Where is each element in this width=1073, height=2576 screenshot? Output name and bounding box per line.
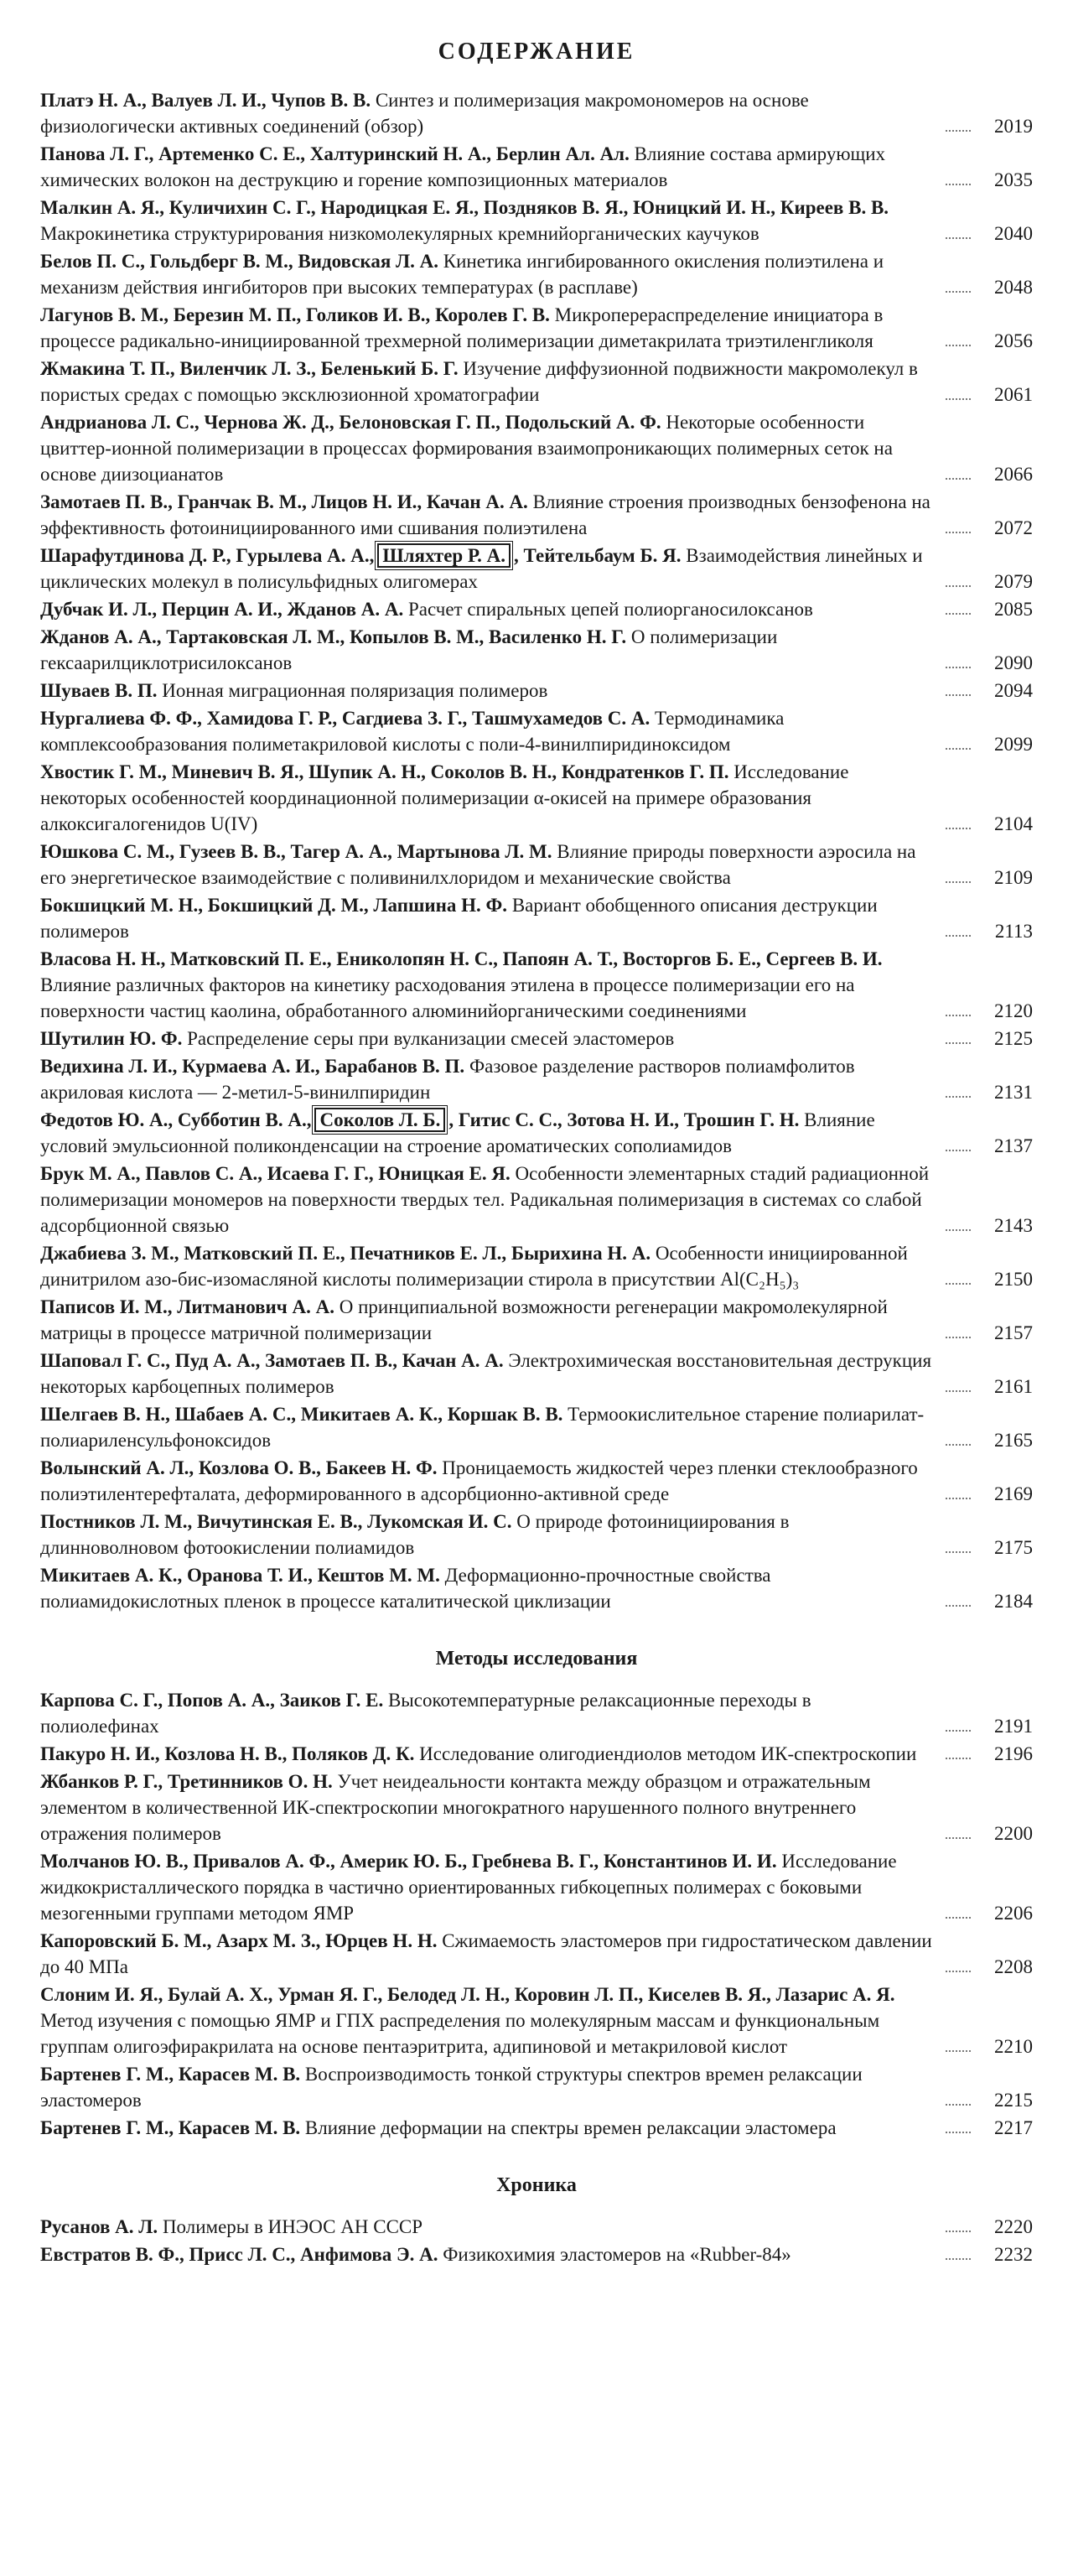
dot-leader (946, 291, 971, 293)
entry-authors: Жбанков Р. Г., Третинников О. Н. (40, 1771, 333, 1792)
entry-text (40, 1161, 946, 1239)
entry-authors: Джабиева З. М., Матковский П. Е., Печатников Е. Л., Бырихина Н. А. (40, 1243, 651, 1264)
entry-title: Термодинамика комплексообразования полиметакриловой кислоты с поли-4-винилпиридиноксидом (40, 708, 785, 755)
toc-entry (40, 195, 1033, 247)
entry-authors: Брук М. А., Павлов С. А., Исаева Г. Г., Юницкая Е. Я. (40, 1163, 511, 1184)
page-number: 2061 (994, 384, 1033, 405)
entry-authors: Шуваев В. П. (40, 680, 158, 701)
entry-authors: Нургалиева Ф. Ф., Хамидова Г. Р., Сагдиева З. Г., Ташмухамедов С. А. (40, 708, 651, 729)
toc-entry (40, 489, 1033, 541)
entry-title: Некоторые особенности цвиттер-ионной полимеризации в процессах формирования взаимопроникающих полимерных сеток на основе диизоцианатов (40, 412, 893, 485)
entry-title: Макрокинетика структурирования низкомолекулярных кремнийорганических каучуков (40, 223, 759, 244)
dot-leader (946, 130, 971, 132)
page-number: 2210 (994, 2036, 1033, 2057)
toc-entry (40, 678, 1033, 704)
entry-authors: Малкин А. Я., Куличихин С. Г., Народицкая Е. Я., Поздняков В. Я., Юницкий И. Н., Киреев В. В. (40, 197, 889, 218)
entry-title: Особенности элементарных стадий радиационной полимеризации мономеров на поверхности твердых тел. Радикальная полимеризация в системах со слабой адсорбционной связью (40, 1163, 930, 1236)
dot-leader (946, 2132, 971, 2133)
dot-leader (946, 345, 971, 346)
memorial-box-author: Соколов Л. Б. (314, 1108, 445, 1132)
entry-authors: Жданов А. А., Тартаковская Л. М., Копылов В. М., Василенко Н. Г. (40, 626, 627, 647)
entry-title: Физикохимия эластомеров на «Rubber-84» (443, 2244, 791, 2265)
entry-text (40, 489, 946, 541)
entry-title: Изучение диффузионной подвижности макромолекул в пористых средах с помощью эксклюзионной хроматографии (40, 358, 918, 405)
entry-text (40, 2115, 946, 2141)
dot-leader (946, 2231, 971, 2232)
entry-text (40, 1848, 946, 1926)
entry-authors: Шарафутдинова Д. Р., Гурылева А. А., (40, 545, 375, 566)
page-number: 2019 (994, 116, 1033, 137)
toc-entry (40, 2115, 1033, 2141)
dot-leader (946, 237, 971, 239)
entry-authors: Паписов И. М., Литманович А. А. (40, 1296, 334, 1317)
toc-entry (40, 409, 1033, 487)
page-number: 2113 (994, 921, 1033, 942)
toc-entry (40, 624, 1033, 676)
entry-text (40, 1928, 946, 1980)
entry-title: Исследование жидкокристаллического порядка в частично ориентированных гибкоцепных полимерах с боковыми мезогенными группами методом ЯМР (40, 1851, 897, 1924)
entry-authors: Лагунов В. М., Березин М. П., Голиков И. В., Королев Г. В. (40, 304, 550, 325)
memorial-box-author: Шляхтер Р. А. (377, 543, 511, 568)
entry-text (40, 839, 946, 891)
toc-entry (40, 2241, 1033, 2267)
page-number: 2137 (994, 1135, 1033, 1156)
chronicle-list (40, 2214, 1033, 2267)
entry-title: Взаимодействия линейных и циклических молекул в полисульфидных олигомерах (40, 545, 923, 592)
entry-authors: Молчанов Ю. В., Привалов А. Ф., Америк Ю. Б., Гребнева В. Г., Константинов И. И. (40, 1851, 777, 1872)
entry-title: Полимеры в ИНЭОС АН СССР (162, 2216, 423, 2237)
chronicle-section-title: Хроника (496, 2174, 577, 2196)
entry-text (40, 1455, 946, 1507)
page-number: 2175 (994, 1537, 1033, 1558)
page-number: 2094 (994, 680, 1033, 701)
entry-authors: Шелгаев В. Н., Шабаев А. С., Микитаев А. К., Коршак В. В. (40, 1404, 563, 1425)
entry-authors: Шаповал Г. С., Пуд А. А., Замотаев П. В., Качан А. А. (40, 1350, 504, 1371)
page-number: 2232 (994, 2244, 1033, 2265)
entry-title: Метод изучения с помощью ЯМР и ГПХ распределения по молекулярным массам и функциональным группам олигоэфиракрилата на основе пентаэритрита, адипиновой и метакриловой кислот (40, 2010, 880, 2057)
entry-text (40, 302, 946, 354)
toc-entry (40, 1509, 1033, 1561)
dot-leader (946, 1917, 971, 1919)
dot-leader (946, 398, 971, 400)
toc-entry (40, 1240, 1033, 1292)
dot-leader (946, 1390, 971, 1392)
entry-title: Вариант обобщенного описания деструкции полимеров (40, 895, 878, 942)
dot-leader (946, 1096, 971, 1098)
page-number: 2165 (994, 1430, 1033, 1451)
entry-text (40, 1562, 946, 1614)
entry-title: Высокотемпературные релаксационные переходы в полиолефинах (40, 1690, 811, 1737)
toc-entry (40, 1455, 1033, 1507)
entry-text (40, 2214, 946, 2240)
entry-title: Влияние различных факторов на кинетику расходования этилена в процессе полимеризации его на поверхности частиц каолина, обработанного алюминийорганическими соединениями (40, 974, 855, 1021)
dot-leader (946, 1837, 971, 1839)
entry-title: Учет неидеальности контакта между образцом и отражательным элементом в количественной ИК-спектроскопии многократного нарушенного полного внутреннего отражения полимеров (40, 1771, 871, 1844)
entry-authors: Ведихина Л. И., Курмаева А. И., Барабанов В. П. (40, 1056, 465, 1077)
entry-authors: Юшкова С. М., Гузеев В. В., Тагер А. А., Мартынова Л. М. (40, 841, 552, 862)
toc-entry (40, 1348, 1033, 1400)
entry-title: Проницаемость жидкостей через пленки стеклообразного полиэтилентерефталата, деформированного в адсорбционно-активной среде (40, 1457, 918, 1504)
dot-leader (946, 1283, 971, 1285)
toc-entry (40, 1294, 1033, 1346)
entry-text (40, 1026, 946, 1052)
entry-title: О принципиальной возможности регенерации макромолекулярной матрицы в процессе матричной полимеризации (40, 1296, 888, 1343)
entry-authors: Белов П. С., Гольдберг В. М., Видовская Л. А. (40, 251, 439, 272)
entry-authors: Бартенев Г. М., Карасев М. В. (40, 2117, 301, 2138)
page-number: 2184 (994, 1591, 1033, 1612)
toc-entry (40, 759, 1033, 837)
entry-text (40, 1981, 946, 2059)
dot-leader (946, 1971, 971, 1972)
page-number: 2120 (994, 1000, 1033, 1021)
page-number: 2150 (994, 1269, 1033, 1290)
entry-title: Распределение серы при вулканизации смесей эластомеров (187, 1028, 675, 1049)
page-number: 2208 (994, 1956, 1033, 1977)
page-number: 2109 (994, 867, 1033, 888)
entry-title: Термоокислительное старение полиарилат-полиариленсульфоноксидов (40, 1404, 925, 1451)
page-number: 2035 (994, 169, 1033, 190)
toc-entry (40, 1053, 1033, 1105)
entry-text (40, 87, 946, 139)
page-number: 2220 (994, 2216, 1033, 2237)
entry-text (40, 946, 946, 1024)
toc-entry (40, 1928, 1033, 1980)
entry-authors: Капоровский Б. М., Азарх М. З., Юрцев Н. Н. (40, 1930, 438, 1951)
entry-title: Влияние строения производных бензофенона на эффективность фотоинициированного ими сшивания полиэтилена (40, 491, 930, 538)
entry-authors: Дубчак И. Л., Перцин А. И., Жданов А. А. (40, 599, 404, 620)
page-number: 2215 (994, 2090, 1033, 2111)
entry-authors: Бартенев Г. М., Карасев М. В. (40, 2064, 301, 2085)
toc-entry (40, 1768, 1033, 1846)
entry-title: Влияние условий эмульсионной поликонденсации на строение ароматических сополиамидов (40, 1109, 875, 1156)
page-number: 2217 (994, 2117, 1033, 2138)
entry-text (40, 892, 946, 944)
entry-title: Исследование олигодиендиолов методом ИК-спектроскопии (419, 1743, 917, 1764)
dot-leader (946, 1015, 971, 1016)
entry-text (40, 1294, 946, 1346)
page-number: 2131 (994, 1082, 1033, 1103)
dot-leader (946, 667, 971, 668)
dot-leader (946, 1730, 971, 1732)
entry-authors: , Гитис С. С., Зотова Н. И., Трошин Г. Н. (448, 1109, 800, 1130)
entry-title: Фазовое разделение растворов полиамфолитов акриловая кислота — 2-метил-5-винилпиридин (40, 1056, 855, 1103)
toc-entry (40, 1562, 1033, 1614)
dot-leader (946, 1498, 971, 1499)
toc-entry (40, 141, 1033, 193)
dot-leader (946, 1337, 971, 1338)
page-number: 2196 (994, 1743, 1033, 1764)
dot-leader (946, 532, 971, 533)
entry-title: Электрохимическая восстановительная деструкция некоторых карбоцепных полимеров (40, 1350, 932, 1397)
entry-text (40, 543, 946, 595)
dot-leader (946, 1229, 971, 1231)
toc-entry (40, 1687, 1033, 1739)
entry-authors: Бокшицкий М. Н., Бокшицкий Д. М., Лапшина Н. Ф. (40, 895, 508, 916)
entry-text (40, 1741, 946, 1767)
entry-title: Микроперераспределение инициатора в процессе радикально-инициированной трехмерной полимеризации диметакрилата триэтиленгликоля (40, 304, 884, 351)
page-number: 2040 (994, 223, 1033, 244)
entry-authors: Панова Л. Г., Артеменко С. Е., Халтуринский Н. А., Берлин Ал. Ал. (40, 143, 630, 164)
page-number: 2090 (994, 652, 1033, 673)
entry-text (40, 356, 946, 408)
toc-entry (40, 705, 1033, 757)
dot-leader (946, 184, 971, 185)
dot-leader (946, 613, 971, 615)
entry-text (40, 141, 946, 193)
entry-text (40, 1687, 946, 1739)
toc-entry (40, 356, 1033, 408)
entry-authors: , Тейтельбаум Б. Я. (514, 545, 682, 566)
entry-authors: Постников Л. М., Вичутинская Е. В., Лукомская И. С. (40, 1511, 512, 1532)
page-number: 2056 (994, 330, 1033, 351)
entry-text (40, 1348, 946, 1400)
entry-authors: Жмакина Т. П., Виленчик Л. З., Беленький Б. Г. (40, 358, 459, 379)
entry-title: О полимеризации гексаарилциклотрисилоксанов (40, 626, 778, 673)
entry-text (40, 2241, 946, 2267)
entry-title: Ионная миграционная поляризация полимеров (162, 680, 548, 701)
dot-leader (946, 478, 971, 480)
dot-leader (946, 2104, 971, 2106)
toc-entry (40, 1848, 1033, 1926)
dot-leader (946, 1150, 971, 1151)
page-number: 2104 (994, 813, 1033, 834)
entry-authors: Пакуро Н. И., Козлова Н. В., Поляков Д. К. (40, 1743, 415, 1764)
entry-title: Особенности инициированной динитрилом азо-бис-изомасляной кислоты полимеризации стирола в присутствии Al(C₂H₅)₃ (40, 1243, 908, 1290)
entry-text (40, 1107, 946, 1159)
dot-leader (946, 748, 971, 750)
toc-entry (40, 596, 1033, 622)
entry-authors: Карпова С. Г., Попов А. А., Заиков Г. Е. (40, 1690, 384, 1711)
entry-text (40, 678, 946, 704)
methods-list (40, 1687, 1033, 2141)
toc-entry (40, 87, 1033, 139)
dot-leader (946, 1551, 971, 1553)
page-number: 2161 (994, 1376, 1033, 1397)
contents-list (40, 87, 1033, 1614)
toc-entry (40, 543, 1033, 595)
dot-leader (946, 1758, 971, 1759)
entry-text (40, 2061, 946, 2113)
entry-text (40, 1509, 946, 1561)
entry-text (40, 596, 946, 622)
entry-authors: Шутилин Ю. Ф. (40, 1028, 183, 1049)
entry-title: Деформационно-прочностные свойства полиамидокислотных пленок в процессе каталитической циклизации (40, 1565, 771, 1612)
page-number: 2200 (994, 1823, 1033, 1844)
entry-text (40, 1401, 946, 1453)
entry-authors: Волынский А. Л., Козлова О. В., Бакеев Н. Ф. (40, 1457, 438, 1478)
entry-authors: Микитаев А. К., Оранова Т. И., Кештов М. М. (40, 1565, 440, 1586)
entry-authors: Андрианова Л. С., Чернова Ж. Д., Белоновская Г. П., Подольский А. Ф. (40, 412, 661, 433)
entry-text (40, 705, 946, 757)
dot-leader (946, 881, 971, 883)
entry-title: Влияние деформации на спектры времен релаксации эластомера (304, 2117, 837, 2138)
entry-title: Сжимаемость эластомеров при гидростатическом давлении до 40 МПа (40, 1930, 932, 1977)
entry-text (40, 1053, 946, 1105)
dot-leader (946, 828, 971, 829)
entry-text (40, 759, 946, 837)
entry-text (40, 248, 946, 300)
entry-title: Влияние природы поверхности аэросила на его энергетическое взаимодействие с поливинилхлоридом и механические свойства (40, 841, 916, 888)
entry-title: Синтез и полимеризация макромономеров на основе физиологически активных соединений (обзор) (40, 90, 809, 137)
page-number: 2079 (994, 571, 1033, 592)
entry-title: Влияние состава армирующих химических волокон на деструкцию и горение композиционных материалов (40, 143, 886, 190)
entry-authors: Евстратов В. Ф., Присс Л. С., Анфимова Э. А. (40, 2244, 438, 2265)
entry-text (40, 409, 946, 487)
entry-title: Расчет спиральных цепей полиорганосилоксанов (408, 599, 813, 620)
page-number: 2169 (994, 1483, 1033, 1504)
dot-leader (946, 1042, 971, 1044)
entry-text (40, 624, 946, 676)
entry-authors: Хвостик Г. М., Миневич В. Я., Шупик А. Н., Соколов В. Н., Кондратенков Г. П. (40, 761, 729, 782)
toc-entry (40, 839, 1033, 891)
entry-authors: Слоним И. Я., Булай А. Х., Урман Я. Г., Белодед Л. Н., Коровин Л. П., Киселев В. Я., Лазарис А. Я. (40, 1984, 895, 2005)
page-number: 2125 (994, 1028, 1033, 1049)
toc-entry (40, 892, 1033, 944)
entry-text (40, 1240, 946, 1292)
entry-authors: Замотаев П. В., Гранчак В. М., Лицов Н. И., Качан А. А. (40, 491, 528, 512)
toc-entry (40, 302, 1033, 354)
entry-title: Воспроизводимость тонкой структуры спектров времен релаксации эластомеров (40, 2064, 863, 2111)
dot-leader (946, 694, 971, 696)
page-number: 2191 (994, 1716, 1033, 1737)
dot-leader (946, 935, 971, 937)
dot-leader (946, 2258, 971, 2260)
page-number: 2206 (994, 1903, 1033, 1924)
toc-entry (40, 1981, 1033, 2059)
entry-authors: Власова Н. Н., Матковский П. Е., Ениколопян Н. С., Папоян А. Т., Восторгов Б. Е., Сергеев В. И. (40, 948, 883, 969)
toc-entry (40, 2214, 1033, 2240)
entry-title: Исследование некоторых особенностей координационной полимеризации α-окисей на примере образования алкоксигалогенидов U(IV) (40, 761, 849, 834)
page-number: 2085 (994, 599, 1033, 620)
page-number: 2143 (994, 1215, 1033, 1236)
dot-leader (946, 585, 971, 587)
toc-entry (40, 1107, 1033, 1159)
dot-leader (946, 2050, 971, 2052)
toc-entry (40, 2061, 1033, 2113)
page-number: 2048 (994, 277, 1033, 298)
entry-authors: Русанов А. Л. (40, 2216, 158, 2237)
methods-section-title: Методы исследования (435, 1648, 638, 1670)
page-number: 2157 (994, 1322, 1033, 1343)
entry-title: О природе фотоинициирования в длинноволновом фотоокислении полиамидов (40, 1511, 790, 1558)
dot-leader (946, 1444, 971, 1446)
contents-title: СОДЕРЖАНИЕ (438, 39, 635, 65)
dot-leader (946, 1605, 971, 1607)
entry-text (40, 1768, 946, 1846)
page-number: 2099 (994, 734, 1033, 755)
toc-entry (40, 946, 1033, 1024)
toc-entry (40, 1401, 1033, 1453)
entry-text (40, 195, 946, 247)
page-number: 2072 (994, 517, 1033, 538)
toc-entry (40, 1161, 1033, 1239)
page-number: 2066 (994, 464, 1033, 485)
toc-entry (40, 248, 1033, 300)
entry-authors: Платэ Н. А., Валуев Л. И., Чупов В. В. (40, 90, 371, 111)
entry-title: Кинетика ингибированного окисления полиэтилена и механизм действия ингибиторов при высоких температурах (в расплаве) (40, 251, 884, 298)
toc-entry (40, 1026, 1033, 1052)
entry-authors: Федотов Ю. А., Субботин В. А., (40, 1109, 312, 1130)
toc-entry (40, 1741, 1033, 1767)
